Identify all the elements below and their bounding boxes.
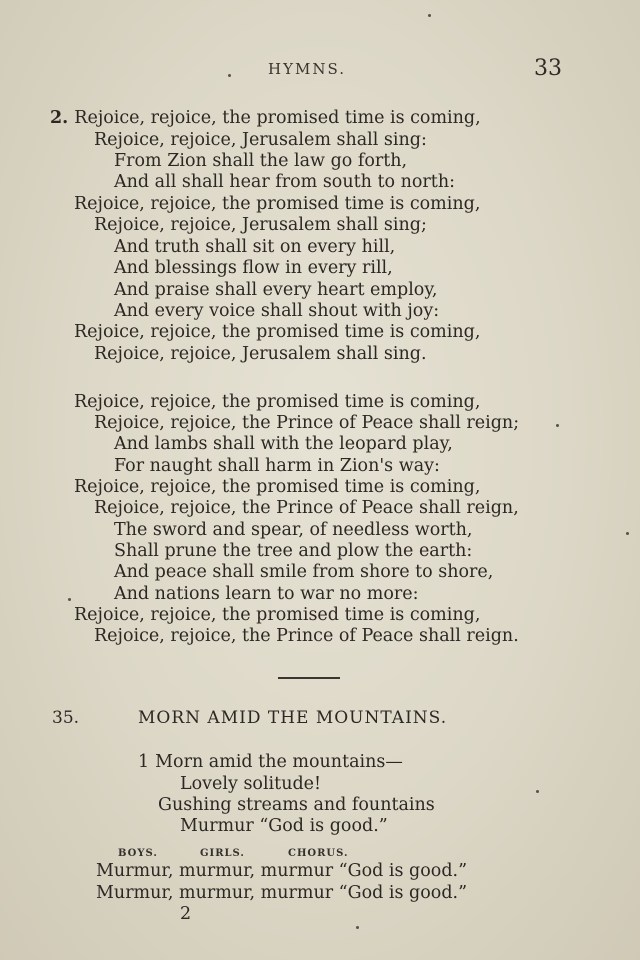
stanza-line <box>50 108 481 128</box>
stanza-line: Rejoice, rejoice, the promised time is coming, <box>74 605 481 625</box>
hymn-number: 35. <box>52 708 80 728</box>
stanza-line: Rejoice, rejoice, the promised time is coming, <box>74 322 481 342</box>
part-label-girls: GIRLS. <box>200 848 245 859</box>
hymn-title: MORN AMID THE MOUNTAINS. <box>138 708 448 728</box>
stanza-number: 2. <box>50 108 69 128</box>
stanza-line: The sword and spear, of needless worth, <box>114 520 473 540</box>
stanza-line: Rejoice, rejoice, the Prince of Peace shall reign; <box>94 413 520 433</box>
stanza-line: And every voice shall shout with joy: <box>114 301 440 321</box>
stanza-line-text: Rejoice, rejoice, the promised time is coming, <box>74 108 481 128</box>
stanza-line: Rejoice, rejoice, Jerusalem shall sing. <box>94 344 427 364</box>
stanza-line: For naught shall harm in Zion's way: <box>114 456 440 476</box>
speck <box>428 14 431 17</box>
speck <box>626 532 629 535</box>
stanza-line: And nations learn to war no more: <box>114 584 419 604</box>
stanza-line: Rejoice, rejoice, the Prince of Peace shall reign. <box>94 626 519 646</box>
speck <box>536 790 539 793</box>
stanza-line: From Zion shall the law go forth, <box>114 151 408 171</box>
stanza-line: Rejoice, rejoice, the Prince of Peace shall reign, <box>94 498 519 518</box>
verse-number: 1 <box>138 752 150 772</box>
stanza-line: And praise shall every heart employ, <box>114 280 438 300</box>
stanza-line: Rejoice, rejoice, the promised time is coming, <box>74 194 481 214</box>
verse-line <box>138 752 403 772</box>
chorus-line: Murmur, murmur, murmur “God is good.” <box>96 861 468 881</box>
running-header: HYMNS. <box>268 60 346 78</box>
stanza-line: And lambs shall with the leopard play, <box>114 434 453 454</box>
verse-line: Gushing streams and fountains <box>158 795 435 815</box>
verse-line-text: Morn amid the mountains— <box>155 752 403 772</box>
part-label-boys: BOYS. <box>118 848 158 859</box>
speck <box>556 424 559 427</box>
stanza-line: And all shall hear from south to north: <box>114 172 455 192</box>
speck <box>228 74 231 77</box>
page-number: 33 <box>534 56 562 81</box>
verse-line: Murmur “God is good.” <box>180 816 388 836</box>
stanza-line: Rejoice, rejoice, the promised time is coming, <box>74 477 481 497</box>
stanza-line: Rejoice, rejoice, Jerusalem shall sing; <box>94 215 427 235</box>
section-divider <box>278 677 340 679</box>
verse-line: Lovely solitude! <box>180 774 322 794</box>
stanza-line: And truth shall sit on every hill, <box>114 237 396 257</box>
stanza-line: And peace shall smile from shore to shore, <box>114 562 494 582</box>
stanza-line: Rejoice, rejoice, the promised time is coming, <box>74 392 481 412</box>
next-verse-number: 2 <box>180 904 192 924</box>
stanza-line: Shall prune the tree and plow the earth: <box>114 541 473 561</box>
speck <box>356 926 359 929</box>
speck <box>68 598 71 601</box>
part-label-chorus: CHORUS. <box>288 848 349 859</box>
stanza-line: And blessings flow in every rill, <box>114 258 393 278</box>
stanza-line: Rejoice, rejoice, Jerusalem shall sing: <box>94 130 427 150</box>
chorus-line: Murmur, murmur, murmur “God is good.” <box>96 883 468 903</box>
